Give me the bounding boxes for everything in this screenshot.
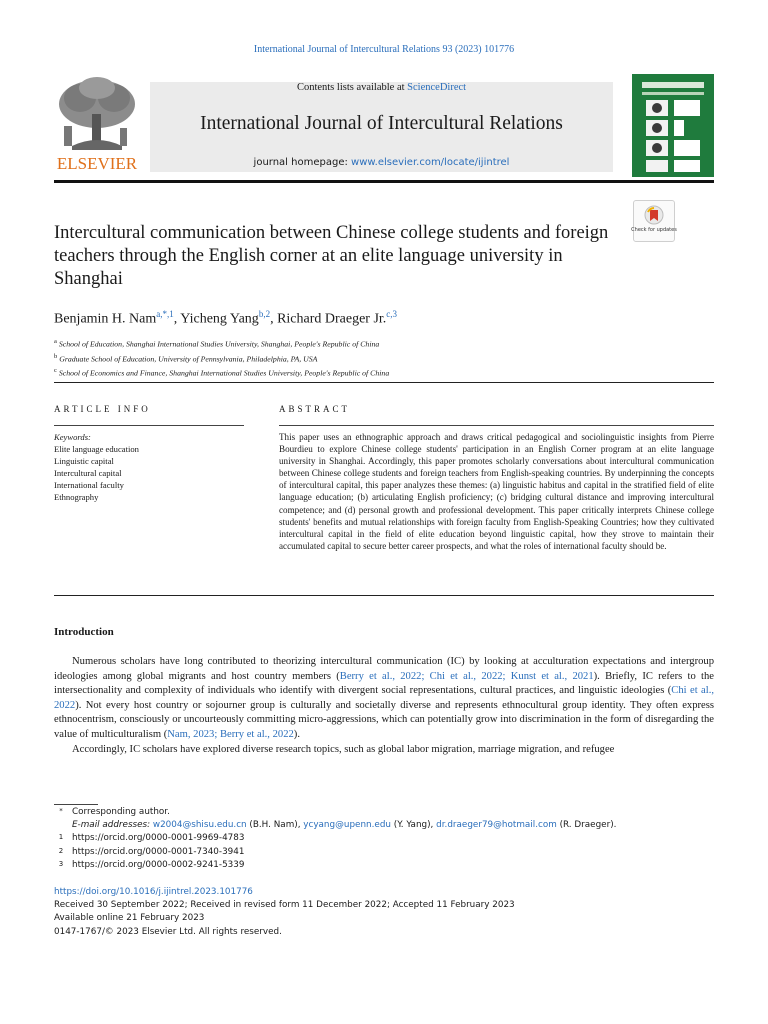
intro-text: ). <box>293 728 300 740</box>
author-name[interactable]: Benjamin H. Nam <box>54 311 157 327</box>
intro-paragraph-1 <box>54 655 714 743</box>
article-info-heading: ARTICLE INFO <box>54 404 151 414</box>
contents-prefix: Contents lists available at <box>296 82 408 93</box>
keyword-item: International faculty <box>54 480 124 490</box>
email-owner: (B.H. Nam), <box>246 820 304 831</box>
affiliation-item <box>54 365 694 380</box>
article-info-rule <box>54 425 244 426</box>
orcid-item <box>54 832 694 845</box>
footnote-mark: 3 <box>58 859 64 868</box>
email-link[interactable]: w2004@shisu.edu.cn <box>152 820 247 831</box>
affiliation-item <box>54 336 694 351</box>
journal-cover-thumbnail[interactable] <box>632 74 714 177</box>
footnote-mark: 2 <box>58 846 64 855</box>
homepage-prefix: journal homepage: <box>253 157 352 168</box>
orcid-item <box>54 846 694 859</box>
contents-availability <box>150 82 613 93</box>
citation-link[interactable]: Berry et al., 2022; Chi et al., 2022; Kunst et al., 2021 <box>339 670 594 682</box>
received-dates: Received 30 September 2022; Received in revised form 11 December 2022; Accepted 11 February 2023 <box>54 900 515 911</box>
author-affiliation-marks[interactable]: c,3 <box>386 309 398 319</box>
journal-homepage <box>150 157 613 168</box>
affiliation-text: School of Economics and Finance, Shanghai International Studies University, People's Republic of China <box>56 368 390 378</box>
affiliation-mark: a <box>54 338 57 345</box>
journal-reference-link[interactable] <box>0 44 768 55</box>
keyword-item: Intercultural capital <box>54 468 122 478</box>
copyright: 0147-1767/© 2023 Elsevier Ltd. All rights reserved. <box>54 926 282 937</box>
keywords-label: Keywords: <box>54 432 91 442</box>
author-separator: , <box>173 311 181 327</box>
email-list <box>153 820 617 830</box>
abstract-rule <box>279 425 714 426</box>
orcid-link[interactable]: https://orcid.org/0000-0001-7340-3941 <box>72 846 245 857</box>
email-label: E-mail addresses: <box>72 820 151 831</box>
citation-link[interactable]: Nam, 2023; Berry et al., 2022 <box>167 728 294 740</box>
check-for-updates-icon <box>631 201 677 241</box>
orcid-item <box>54 859 694 872</box>
affiliation-text: Graduate School of Education, University of Pennsylvania, Philadelphia, PA, USA <box>57 354 318 364</box>
section-divider <box>54 595 714 596</box>
publication-meta <box>54 886 694 939</box>
publisher-wordmark: ELSEVIER <box>56 154 138 173</box>
author-name[interactable]: Yicheng Yang <box>180 311 259 327</box>
footnote-rule <box>54 804 98 805</box>
abstract-heading: ABSTRACT <box>279 404 351 414</box>
check-for-updates-label: Check for updates <box>631 227 677 233</box>
footnote-mark: * <box>59 807 63 815</box>
check-for-updates-button[interactable] <box>633 200 675 242</box>
author-affiliation-marks[interactable]: a,*,1 <box>156 309 174 319</box>
affiliation-list <box>54 336 694 380</box>
doi-link[interactable]: https://doi.org/10.1016/j.ijintrel.2023.101776 <box>54 887 253 897</box>
email-owner: (R. Draeger). <box>556 820 617 831</box>
footnote-mark: 1 <box>58 833 64 842</box>
intro-text: ). Not every host country or sojourner group is culturally and societally diverse and represents ethnocultural group identity. They often express ethnocentrism, consciously or uncourteously committing micro-aggressions, which can potentially grow into discrimination in the form of disregarding the value of multiculturalism ( <box>54 699 714 740</box>
introduction-body <box>54 655 714 757</box>
author-name[interactable]: Richard Draeger Jr. <box>277 311 387 327</box>
affiliation-mark: c <box>54 367 57 375</box>
affiliation-mark: b <box>54 352 58 360</box>
keyword-list <box>54 443 254 503</box>
journal-title: International Journal of Intercultural Relations <box>200 113 563 134</box>
author-list <box>54 309 654 328</box>
header-rule <box>54 180 714 183</box>
elsevier-tree-icon <box>52 74 142 174</box>
abstract-text: This paper uses an ethnographic approach and draws critical pedagogical and sociolinguistic insights from Pierre Bourdieu to explore Chinese college students' participation in an English Corner program at an elite language university in Shanghai. Accordingly, this paper promotes scholarly conversations about intercultural communication between Chinese college students and foreign teachers from English-speaking countries. By underpinning the concepts of intercultural capital, this paper analyzes these themes: (a) linguistic habitus and capital in the stratified field of elite language education; (b) articulating English proficiency; (c) bridging cultural distance and improving intercultural competence; and (d) personal growth and professional development. This paper critically interprets Chinese college students' benefits and mutual relationships with foreign faculty from English-Speaking Countries; how they cultivated intercultural capital in the field of elite education beyond linguistic capital, how they strove to maintain their accumulated capital to secure better career prospects, and what the roles of international faculty should be. <box>279 432 714 551</box>
email-owner: (Y. Yang), <box>390 820 437 831</box>
keywords-block <box>54 431 254 503</box>
keyword-item: Ethnography <box>54 492 99 502</box>
email-link[interactable]: dr.draeger79@hotmail.com <box>436 820 557 831</box>
author-separator: , <box>270 311 278 327</box>
introduction-heading: Introduction <box>54 626 114 638</box>
email-addresses <box>54 819 694 832</box>
elsevier-logo <box>52 74 142 174</box>
journal-reference-text[interactable]: International Journal of Intercultural Relations 93 (2023) 101776 <box>253 44 515 55</box>
author-affiliation-marks[interactable]: b,2 <box>258 309 271 319</box>
intro-text: ). Briefly, IC refers to the intersectionality and complexity of individuals who identify with divergent social representations, cultural practices, and linguistic ideologies ( <box>54 670 715 697</box>
affiliation-item <box>54 351 694 366</box>
affiliation-text: School of Education, Shanghai International Studies University, Shanghai, People's Republic of China <box>56 339 380 349</box>
section-divider <box>54 382 714 383</box>
journal-cover-image-icon <box>632 74 714 177</box>
email-link[interactable]: ycyang@upenn.edu <box>303 820 391 831</box>
sciencedirect-link[interactable]: ScienceDirect <box>407 82 467 93</box>
email-line <box>68 819 616 832</box>
footnote-text: Corresponding author. <box>72 807 170 817</box>
intro-text: Numerous scholars have long contributed to theorizing intercultural communication (IC) by looking at acculturation expectations and intergroup ideologies among global migrants and host country members ( <box>54 656 714 682</box>
orcid-link[interactable]: https://orcid.org/0000-0002-9241-5339 <box>72 859 245 870</box>
citation-link[interactable]: Chi et al., 2022 <box>54 685 714 711</box>
homepage-link[interactable]: www.elsevier.com/locate/ijintrel <box>351 157 510 168</box>
available-online: Available online 21 February 2023 <box>54 913 205 924</box>
footnotes <box>54 806 694 872</box>
corresponding-author-note <box>54 806 694 819</box>
orcid-list <box>54 832 694 872</box>
keyword-item: Elite language education <box>54 444 139 454</box>
intro-paragraph-2: Accordingly, IC scholars have explored diverse research topics, such as global labor migration, marriage migration, and refugee <box>72 743 615 755</box>
keyword-item: Linguistic capital <box>54 456 114 466</box>
orcid-link[interactable]: https://orcid.org/0000-0001-9969-4783 <box>72 833 245 844</box>
article-title: Intercultural communication between Chinese college students and foreign teachers through the English corner at an elite language university in Shanghai <box>54 223 609 289</box>
